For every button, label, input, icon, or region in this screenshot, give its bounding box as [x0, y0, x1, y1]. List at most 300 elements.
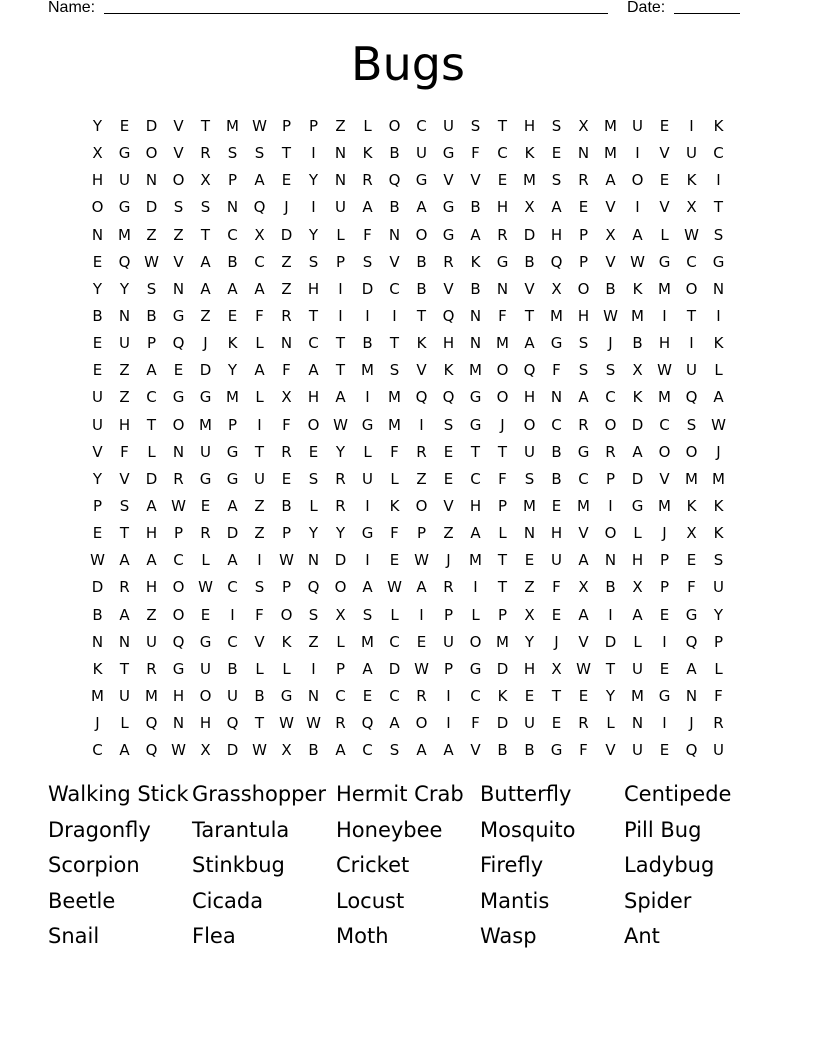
grid-letter: V: [416, 361, 427, 380]
grid-letter: M: [469, 361, 482, 380]
grid-letter: K: [362, 144, 373, 163]
grid-letter: Y: [227, 361, 238, 380]
grid-letter: E: [92, 361, 103, 380]
grid-letter: Y: [92, 117, 103, 135]
grid-letter: U: [524, 714, 535, 733]
grid-letter: M: [361, 361, 374, 380]
grid-letter: W: [657, 361, 672, 380]
grid-letter: P: [443, 605, 454, 624]
grid-letter: E: [173, 361, 184, 380]
grid-letter: H: [523, 117, 536, 135]
grid-letter: S: [146, 279, 157, 298]
grid-letter: E: [497, 171, 508, 190]
grid-letter: T: [200, 117, 211, 135]
grid-letter: I: [446, 686, 451, 705]
word-list-item: Moth: [336, 924, 389, 948]
grid-letter: Q: [685, 741, 698, 760]
grid-letter: M: [469, 551, 482, 570]
grid-letter: D: [523, 225, 536, 244]
grid-letter: E: [119, 117, 130, 135]
grid-letter: C: [362, 741, 373, 760]
grid-letter: I: [473, 578, 478, 597]
grid-letter: O: [631, 171, 644, 190]
grid-letter: Z: [524, 578, 535, 597]
grid-letter: C: [335, 686, 346, 705]
word-list-item: Honeybee: [336, 817, 443, 842]
word-list-item: Walking Stick: [48, 782, 189, 806]
grid-letter: B: [470, 279, 481, 298]
grid-letter: E: [200, 496, 211, 515]
grid-letter: N: [172, 714, 185, 733]
grid-letter: V: [524, 279, 535, 298]
grid-letter: I: [419, 605, 424, 624]
grid-letter: O: [307, 415, 320, 434]
grid-letter: Y: [308, 524, 319, 543]
grid-letter: U: [551, 551, 562, 570]
grid-letter: S: [551, 117, 562, 135]
grid-letter: S: [524, 469, 535, 488]
grid-letter: G: [469, 388, 482, 407]
grid-letter: Z: [281, 252, 292, 271]
grid-letter: V: [659, 198, 670, 217]
grid-letter: H: [658, 334, 671, 353]
grid-letter: S: [362, 252, 373, 271]
grid-letter: V: [389, 252, 400, 271]
grid-letter: Y: [119, 279, 130, 298]
grid-letter: Z: [200, 306, 211, 325]
grid-letter: R: [497, 225, 508, 244]
grid-letter: A: [362, 659, 373, 678]
grid-letter: H: [523, 659, 536, 678]
grid-letter: V: [605, 252, 616, 271]
grid-letter: F: [471, 144, 480, 163]
grid-letter: C: [227, 632, 238, 651]
grid-letter: A: [389, 714, 400, 733]
word-list-item: Hermit Crab: [336, 782, 464, 806]
grid-letter: U: [119, 171, 130, 190]
word-list-item: Wasp: [480, 924, 537, 948]
word-list: [48, 778, 768, 956]
grid-letter: B: [551, 469, 562, 488]
grid-letter: W: [279, 551, 294, 570]
grid-letter: H: [631, 551, 644, 570]
grid-letter: I: [419, 415, 424, 434]
grid-letter: N: [307, 551, 320, 570]
word-list-item: Spider: [624, 888, 692, 913]
grid-letter: I: [635, 198, 640, 217]
grid-letter: D: [91, 578, 104, 597]
grid-letter: S: [308, 469, 319, 488]
grid-letter: O: [145, 144, 158, 163]
grid-letter: U: [416, 144, 427, 163]
grid-letter: G: [226, 469, 239, 488]
grid-letter: L: [147, 442, 156, 461]
grid-letter: U: [632, 741, 643, 760]
grid-letter: Z: [308, 632, 319, 651]
grid-letter: H: [199, 714, 212, 733]
grid-letter: Z: [416, 469, 427, 488]
grid-letter: L: [201, 551, 210, 570]
grid-letter: E: [578, 198, 589, 217]
grid-letter: F: [714, 686, 723, 705]
grid-letter: L: [309, 496, 318, 515]
grid-letter: B: [497, 741, 508, 760]
word-list-item: Grasshopper: [192, 782, 327, 806]
grid-letter: E: [92, 334, 103, 353]
word-list-item: Pill Bug: [624, 817, 702, 842]
grid-letter: D: [145, 117, 158, 135]
grid-letter: Y: [308, 171, 319, 190]
grid-letter: F: [552, 578, 561, 597]
grid-letter: P: [227, 415, 238, 434]
grid-letter: K: [497, 686, 508, 705]
grid-letter: J: [662, 524, 667, 543]
grid-letter: I: [608, 605, 613, 624]
grid-letter: G: [712, 252, 725, 271]
grid-letter: V: [173, 252, 184, 271]
grid-letter: T: [119, 659, 130, 678]
grid-letter: X: [335, 605, 346, 624]
grid-letter: G: [631, 496, 644, 515]
grid-letter: J: [608, 334, 613, 353]
grid-letter: B: [470, 198, 481, 217]
grid-letter: H: [469, 496, 482, 515]
grid-letter: X: [254, 225, 265, 244]
grid-letter: S: [443, 415, 454, 434]
grid-letter: K: [524, 144, 535, 163]
grid-letter: X: [686, 524, 697, 543]
grid-letter: G: [550, 741, 563, 760]
grid-letter: E: [524, 551, 535, 570]
grid-letter: R: [335, 714, 346, 733]
grid-letter: X: [578, 578, 589, 597]
grid-letter: C: [389, 279, 400, 298]
grid-letter: F: [390, 442, 399, 461]
grid-letter: M: [577, 496, 590, 515]
grid-letter: K: [470, 252, 481, 271]
grid-letter: E: [281, 171, 292, 190]
grid-letter: A: [416, 198, 427, 217]
word-list-item: Locust: [336, 888, 405, 913]
grid-letter: I: [311, 659, 316, 678]
grid-letter: V: [578, 632, 589, 651]
grid-letter: L: [255, 659, 264, 678]
grid-letter: B: [632, 334, 643, 353]
grid-letter: O: [496, 388, 509, 407]
grid-letter: E: [686, 551, 697, 570]
grid-letter: T: [389, 334, 400, 353]
grid-letter: S: [686, 415, 697, 434]
grid-letter: J: [446, 551, 451, 570]
grid-letter: N: [91, 632, 104, 651]
grid-letter: N: [496, 279, 509, 298]
grid-letter: U: [713, 741, 724, 760]
grid-letter: M: [496, 632, 509, 651]
grid-letter: A: [470, 225, 481, 244]
grid-letter: Y: [308, 225, 319, 244]
grid-letter: H: [496, 198, 509, 217]
grid-letter: H: [91, 171, 104, 190]
grid-letter: S: [470, 117, 481, 135]
grid-letter: Z: [119, 388, 130, 407]
grid-letter: P: [335, 252, 346, 271]
grid-letter: N: [91, 225, 104, 244]
grid-letter: E: [659, 117, 670, 135]
grid-letter: G: [361, 415, 374, 434]
grid-letter: Z: [146, 605, 157, 624]
grid-letter: C: [686, 252, 697, 271]
grid-letter: T: [281, 144, 292, 163]
grid-letter: B: [146, 306, 157, 325]
grid-letter: M: [658, 388, 671, 407]
grid-letter: S: [362, 605, 373, 624]
grid-letter: Q: [361, 714, 374, 733]
grid-letter: A: [308, 361, 319, 380]
grid-letter: S: [713, 225, 724, 244]
grid-letter: V: [470, 741, 481, 760]
grid-letter: X: [578, 117, 589, 135]
grid-letter: R: [578, 171, 589, 190]
grid-letter: M: [658, 496, 671, 515]
grid-letter: G: [118, 198, 131, 217]
grid-letter: W: [576, 659, 591, 678]
grid-letter: V: [443, 279, 454, 298]
word-list-item: Ladybug: [624, 853, 715, 877]
grid-letter: Q: [550, 252, 563, 271]
grid-letter: V: [578, 524, 589, 543]
grid-letter: B: [524, 252, 535, 271]
grid-letter: N: [577, 144, 590, 163]
grid-letter: K: [713, 334, 724, 353]
grid-letter: N: [523, 524, 536, 543]
grid-letter: C: [254, 252, 265, 271]
grid-letter: Q: [226, 714, 239, 733]
grid-letter: O: [280, 605, 293, 624]
grid-letter: Y: [92, 469, 103, 488]
grid-letter: Z: [281, 279, 292, 298]
grid-letter: I: [689, 334, 694, 353]
grid-letter: C: [227, 225, 238, 244]
grid-letter: M: [199, 415, 212, 434]
grid-letter: P: [173, 524, 184, 543]
grid-letter: R: [281, 442, 292, 461]
grid-letter: X: [551, 279, 562, 298]
grid-letter: O: [172, 415, 185, 434]
word-list-item: Butterfly: [480, 782, 572, 806]
grid-letter: U: [335, 198, 346, 217]
grid-letter: G: [442, 144, 455, 163]
grid-letter: I: [257, 415, 262, 434]
grid-letter: Q: [415, 388, 428, 407]
grid-letter: F: [363, 225, 372, 244]
grid-letter: Z: [335, 117, 346, 135]
grid-letter: N: [172, 279, 185, 298]
grid-letter: M: [604, 144, 617, 163]
grid-letter: I: [311, 198, 316, 217]
grid-letter: M: [388, 415, 401, 434]
grid-letter: U: [146, 632, 157, 651]
grid-letter: P: [497, 496, 508, 515]
grid-letter: V: [119, 469, 130, 488]
grid-letter: F: [120, 442, 129, 461]
grid-letter: Z: [119, 361, 130, 380]
grid-letter: P: [281, 524, 292, 543]
grid-letter: T: [551, 686, 562, 705]
grid-letter: R: [443, 252, 454, 271]
grid-letter: U: [524, 442, 535, 461]
grid-letter: O: [172, 171, 185, 190]
grid-letter: R: [605, 442, 616, 461]
grid-letter: T: [470, 442, 481, 461]
grid-letter: A: [632, 605, 643, 624]
grid-letter: D: [604, 632, 617, 651]
grid-letter: P: [578, 252, 589, 271]
word-list-item: Ant: [624, 924, 660, 948]
grid-letter: Q: [172, 632, 185, 651]
grid-letter: O: [415, 496, 428, 515]
grid-letter: M: [226, 117, 239, 135]
grid-letter: I: [635, 144, 640, 163]
grid-letter: X: [524, 605, 535, 624]
grid-letter: P: [659, 551, 670, 570]
grid-letter: A: [119, 605, 130, 624]
grid-letter: R: [443, 578, 454, 597]
grid-letter: Y: [605, 686, 616, 705]
grid-letter: B: [605, 279, 616, 298]
grid-letter: W: [414, 659, 429, 678]
grid-letter: O: [685, 279, 698, 298]
grid-letter: O: [469, 632, 482, 651]
grid-letter: K: [632, 388, 643, 407]
grid-letter: W: [144, 252, 159, 271]
grid-letter: C: [389, 686, 400, 705]
grid-letter: E: [227, 306, 238, 325]
grid-letter: V: [443, 171, 454, 190]
grid-letter: G: [172, 659, 185, 678]
grid-letter: D: [361, 279, 374, 298]
grid-letter: N: [280, 334, 293, 353]
grid-letter: J: [689, 714, 694, 733]
grid-letter: G: [361, 524, 374, 543]
grid-letter: O: [604, 524, 617, 543]
grid-letter: G: [199, 632, 212, 651]
grid-letter: B: [389, 198, 400, 217]
grid-letter: G: [199, 388, 212, 407]
grid-letter: H: [118, 415, 131, 434]
grid-letter: W: [252, 741, 267, 760]
grid-letter: E: [200, 605, 211, 624]
grid-letter: O: [604, 415, 617, 434]
grid-letter: T: [497, 551, 508, 570]
grid-letter: E: [443, 442, 454, 461]
grid-letter: M: [496, 334, 509, 353]
grid-letter: Q: [388, 171, 401, 190]
grid-letter: L: [390, 605, 399, 624]
name-label: Name:: [48, 0, 96, 16]
grid-letter: F: [498, 469, 507, 488]
word-list-item: Mantis: [480, 888, 550, 913]
word-list-item: Stinkbug: [192, 853, 285, 877]
grid-letter: F: [471, 714, 480, 733]
grid-letter: U: [254, 469, 265, 488]
grid-letter: A: [713, 388, 724, 407]
grid-letter: M: [550, 306, 563, 325]
grid-letter: C: [308, 334, 319, 353]
grid-letter: O: [415, 225, 428, 244]
grid-letter: Q: [685, 632, 698, 651]
grid-letter: N: [550, 388, 563, 407]
grid-letter: E: [551, 144, 562, 163]
grid-letter: C: [416, 117, 427, 135]
grid-letter: G: [658, 686, 671, 705]
grid-letter: Z: [254, 496, 265, 515]
grid-letter: Q: [253, 198, 266, 217]
date-label: Date:: [627, 0, 666, 16]
grid-letter: H: [145, 578, 158, 597]
grid-letter: M: [91, 686, 104, 705]
grid-letter: F: [579, 741, 588, 760]
grid-letter: K: [713, 117, 724, 135]
grid-letter: E: [551, 496, 562, 515]
grid-letter: A: [146, 496, 157, 515]
grid-letter: M: [604, 117, 617, 135]
grid-letter: V: [254, 632, 265, 651]
grid-letter: C: [605, 388, 616, 407]
grid-letter: J: [203, 334, 208, 353]
grid-letter: C: [551, 415, 562, 434]
grid-letter: P: [497, 605, 508, 624]
grid-letter: Q: [145, 714, 158, 733]
grid-letter: X: [200, 171, 211, 190]
grid-letter: X: [605, 225, 616, 244]
grid-letter: U: [443, 632, 454, 651]
grid-letter: L: [606, 714, 615, 733]
grid-letter: S: [713, 551, 724, 570]
grid-letter: Y: [335, 442, 346, 461]
grid-letter: N: [388, 225, 401, 244]
grid-letter: X: [632, 578, 643, 597]
grid-letter: M: [523, 171, 536, 190]
grid-letter: S: [578, 361, 589, 380]
grid-letter: Z: [443, 524, 454, 543]
grid-letter: K: [713, 496, 724, 515]
grid-letter: G: [199, 469, 212, 488]
grid-letter: I: [365, 551, 370, 570]
word-list-item: Cicada: [192, 888, 264, 913]
grid-letter: E: [389, 551, 400, 570]
grid-letter: M: [145, 686, 158, 705]
grid-letter: U: [443, 117, 454, 135]
grid-letter: A: [578, 605, 589, 624]
grid-letter: N: [685, 686, 698, 705]
grid-letter: Q: [442, 306, 455, 325]
grid-letter: G: [685, 605, 698, 624]
grid-letter: I: [338, 306, 343, 325]
grid-letter: B: [362, 334, 373, 353]
grid-letter: A: [119, 551, 130, 570]
letter-grid: [84, 113, 732, 764]
grid-letter: R: [173, 469, 184, 488]
grid-letter: T: [146, 415, 157, 434]
grid-letter: U: [362, 469, 373, 488]
grid-letter: N: [118, 632, 131, 651]
grid-letter: A: [227, 279, 238, 298]
grid-letter: A: [146, 361, 157, 380]
grid-letter: R: [335, 496, 346, 515]
grid-letter: W: [90, 551, 105, 570]
grid-letter: O: [334, 578, 347, 597]
grid-letter: P: [281, 117, 292, 135]
